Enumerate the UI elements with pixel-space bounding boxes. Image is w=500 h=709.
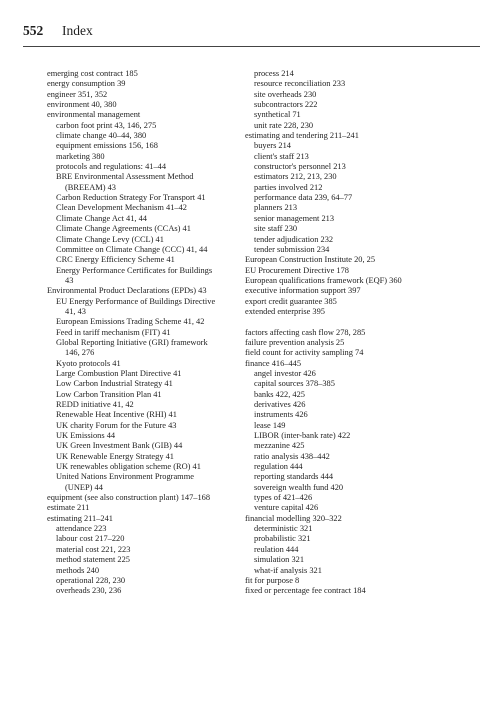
index-subentry: labour cost 217–220	[56, 534, 125, 544]
index-subentry: Climate Change Agreements (CCAs) 41	[56, 224, 191, 234]
index-subentry: marketing 380	[56, 151, 105, 161]
index-column-right	[245, 69, 480, 597]
index-subentry: BRE Environmental Assessment Method	[56, 172, 194, 182]
index-subentry: Global Reporting Initiative (GRI) framework	[56, 337, 208, 347]
index-subentry: what-if analysis 321	[254, 565, 322, 575]
index-subentry: Climate Change Levy (CCL) 41	[56, 234, 164, 244]
index-subentry: Low Carbon Industrial Strategy 41	[56, 379, 173, 389]
index-subentry: Renewable Heat Incentive (RHI) 41	[56, 410, 177, 420]
index-subentry: Feed in tariff mechanism (FIT) 41	[56, 327, 171, 337]
index-subentry: lease 149	[254, 420, 286, 430]
index-column-left	[47, 69, 267, 597]
index-entry: Environmental Product Declarations (EPDs) 43	[47, 286, 207, 296]
index-entry: field count for activity sampling 74	[245, 348, 364, 358]
index-subentry: 41, 43	[65, 306, 86, 316]
index-entry: equipment (see also construction plant) 147–168	[47, 493, 211, 503]
index-subentry: parties involved 212	[254, 182, 323, 192]
index-subentry: climate change 40–44, 380	[56, 131, 147, 141]
index-subentry: LIBOR (inter-bank rate) 422	[254, 431, 351, 441]
index-subentry: Energy Performance Certificates for Buildings	[56, 265, 213, 275]
index-subentry: Low Carbon Transition Plan 41	[56, 389, 162, 399]
index-entry: estimating and tendering 211–241	[245, 131, 359, 141]
index-subentry: EU Energy Performance of Buildings Directive	[56, 296, 216, 306]
index-subentry: senior management 213	[254, 213, 335, 223]
index-subentry: Kyoto protocols 41	[56, 358, 121, 368]
index-subentry: tender submission 234	[254, 244, 330, 254]
index-subentry: UK Renewable Energy Strategy 41	[56, 451, 174, 461]
index-subentry: REDD initiative 41, 42	[56, 400, 134, 409]
index-entry: European qualifications framework (EQF) 360	[245, 275, 402, 285]
index-subentry: Climate Change Act 41, 44	[56, 213, 147, 223]
page-number: 552	[23, 23, 44, 38]
index-subentry: European Emissions Trading Scheme 41, 42	[56, 317, 205, 327]
index-subentry: mezzanine 425	[254, 441, 305, 451]
index-subentry: UK Emissions 44	[56, 431, 116, 441]
index-subentry: site overheads 230	[254, 89, 317, 99]
index-subentry: Large Combustion Plant Directive 41	[56, 368, 182, 378]
index-subentry: overheads 230, 236	[56, 586, 122, 596]
index-subentry: method statement 225	[56, 555, 130, 565]
index-subentry: planners 213	[254, 203, 298, 213]
index-subentry: carbon foot print 43, 146, 275	[56, 120, 157, 130]
index-subentry: Clean Development Mechanism 41–42	[56, 203, 187, 213]
index-subentry: buyers 214	[254, 141, 291, 151]
index-subentry: simulation 321	[254, 555, 305, 565]
index-entry: fixed or percentage fee contract 184	[245, 586, 366, 596]
index-subentry: angel investor 426	[254, 368, 316, 378]
index-subentry: protocols and regulations: 41–44	[56, 162, 167, 172]
index-subentry: unit rate 228, 230	[254, 120, 314, 130]
index-subentry: banks 422, 425	[254, 389, 305, 399]
index-entry: fit for purpose 8	[245, 575, 300, 585]
index-subentry: process 214	[254, 69, 294, 78]
index-entry: environment 40, 380	[47, 100, 117, 110]
index-subentry: reporting standards 444	[254, 472, 334, 482]
index-entry: executive information support 397	[245, 286, 361, 296]
index-subentry: tender adjudication 232	[254, 234, 334, 244]
index-subentry: venture capital 426	[254, 503, 319, 513]
page-header	[23, 23, 478, 43]
index-subentry: site staff 230	[254, 224, 298, 234]
index-entry: financial modelling 320–322	[245, 513, 342, 523]
index-entry: failure prevention analysis 25	[245, 337, 345, 347]
index-subentry: instruments 426	[254, 410, 308, 420]
index-subentry: 43	[65, 275, 74, 285]
header-rule	[23, 46, 480, 47]
index-entry: estimate 211	[47, 503, 90, 513]
index-subentry: attendance 223	[56, 524, 107, 534]
index-entry: estimating 211–241	[47, 513, 113, 523]
index-subentry: resource reconciliation 233	[254, 79, 346, 89]
index-subentry: deterministic 321	[254, 524, 313, 534]
index-subentry: UK charity Forum for the Future 43	[56, 420, 177, 430]
index-subentry: sovereign wealth fund 420	[254, 482, 344, 492]
index-entry: energy consumption 39	[47, 79, 126, 89]
index-subentry: capital sources 378–385	[254, 379, 335, 389]
index-entry: export credit guarantee 385	[245, 296, 337, 306]
index-entry: European Construction Institute 20, 25	[245, 255, 376, 265]
index-subentry: UK Green Investment Bank (GIB) 44	[56, 441, 183, 451]
index-subentry: types of 421–426	[254, 493, 313, 503]
index-subentry: probabilistic 321	[254, 534, 311, 544]
index-entry: factors affecting cash flow 278, 285	[245, 327, 366, 337]
index-subentry: synthetical 71	[254, 110, 301, 120]
index-subentry: 146, 276	[65, 348, 95, 358]
index-subentry: ratio analysis 438–442	[254, 451, 330, 461]
index-entry: EU Procurement Directive 178	[245, 265, 349, 275]
running-head: Index	[62, 23, 93, 38]
index-subentry: CRC Energy Efficiency Scheme 41	[56, 255, 175, 265]
index-entry: extended enterprise 395	[245, 306, 325, 316]
index-subentry: (BREEAM) 43	[65, 182, 116, 192]
index-entry: finance 416–445	[245, 358, 302, 368]
letter-group-gap	[245, 317, 480, 327]
index-subentry: operational 228, 230	[56, 575, 126, 585]
index-entry: emerging cost contract 185	[47, 69, 138, 78]
index-subentry: constructor's personnel 213	[254, 162, 346, 172]
index-subentry: Carbon Reduction Strategy For Transport 41	[56, 193, 206, 203]
index-entry: environmental management	[47, 110, 141, 120]
index-entry: engineer 351, 352	[47, 89, 108, 99]
index-subentry: UK renewables obligation scheme (RO) 41	[56, 462, 201, 472]
index-subentry: (UNEP) 44	[65, 482, 103, 492]
index-subentry: methods 240	[56, 565, 100, 575]
index-subentry: subcontractors 222	[254, 100, 318, 110]
index-subentry: equipment emissions 156, 168	[56, 141, 158, 151]
index-subentry: regulation 444	[254, 462, 303, 472]
index-subentry: material cost 221, 223	[56, 544, 131, 554]
index-subentry: derivatives 426	[254, 400, 306, 409]
index-subentry: reulation 444	[254, 544, 299, 554]
index-subentry: performance data 239, 64–77	[254, 193, 353, 203]
index-subentry: client's staff 213	[254, 151, 309, 161]
index-subentry: estimators 212, 213, 230	[254, 172, 337, 182]
index-subentry: United Nations Environment Programme	[56, 472, 194, 482]
index-subentry: Committee on Climate Change (CCC) 41, 44	[56, 244, 208, 254]
